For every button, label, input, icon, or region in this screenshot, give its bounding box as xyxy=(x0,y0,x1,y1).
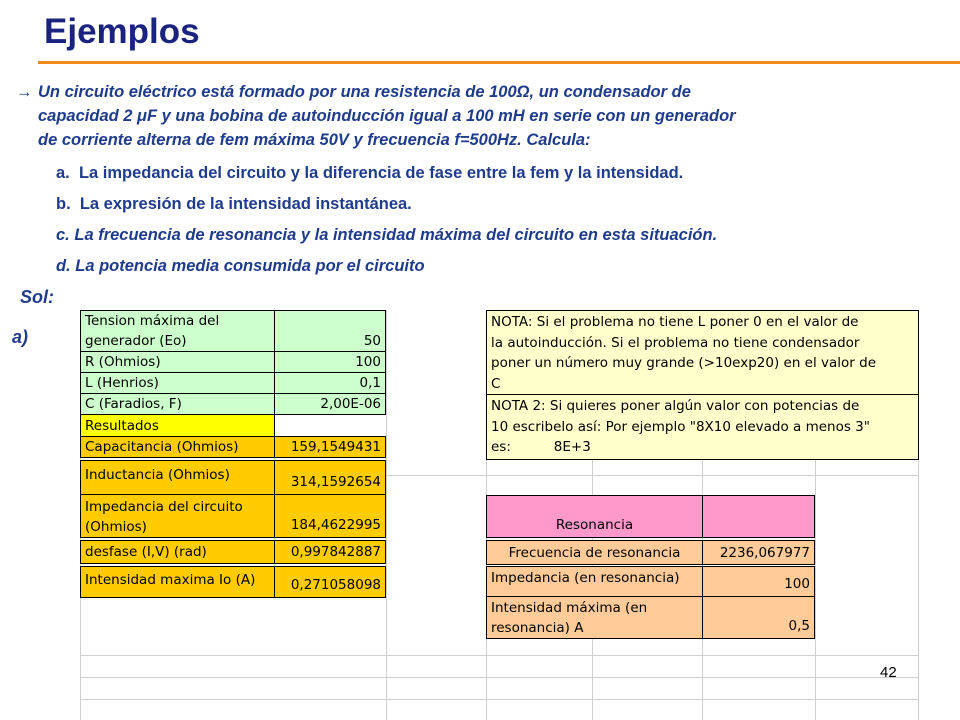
question-label: c. xyxy=(56,226,70,244)
intensidad-resonancia-value-cell xyxy=(702,596,815,639)
results-header-cell xyxy=(80,414,275,437)
note-line: NOTA: Si el problema no tiene L poner 0 en el valor de xyxy=(491,314,859,330)
r-value-cell[interactable]: 100 xyxy=(274,351,386,373)
c-label-cell: C (Faradios, F) xyxy=(80,393,275,415)
capacitancia-label-cell: Capacitancia (Ohmios) xyxy=(80,436,275,458)
impedancia-resonancia-value-cell xyxy=(702,566,815,597)
cell-text: 2236,067977 xyxy=(719,544,810,561)
intensidad-value-cell xyxy=(274,566,386,598)
note-line: NOTA 2: Si quieres poner algún valor con potencias de xyxy=(491,398,860,414)
inductancia-label-cell: Inductancia (Ohmios) xyxy=(80,460,275,495)
inductancia-value-cell xyxy=(274,460,386,495)
desfase-label-cell xyxy=(80,540,275,564)
impedancia-label-cell xyxy=(80,494,275,538)
desfase-value-cell xyxy=(274,540,386,564)
note-line: 10 escribelo así: Por ejemplo "8X10 elevado a menos 3" xyxy=(491,418,870,435)
cell-text: 184,4622995 xyxy=(290,517,381,533)
page-number: 42 xyxy=(880,664,897,681)
cell-text: (Ohmios) xyxy=(85,519,147,535)
page-title: Ejemplos xyxy=(44,12,200,51)
cell-text: Frecuencia de resonancia xyxy=(508,544,681,561)
l-value-cell[interactable]: 0,1 xyxy=(274,372,386,394)
r-label-cell: R (Ohmios) xyxy=(80,351,275,373)
statement-line: capacidad 2 μF y una bobina de autoinducción igual a 100 mH en serie con un generador xyxy=(38,107,736,125)
c-value-cell[interactable]: 2,00E-06 xyxy=(274,393,386,415)
intensidad-label-cell: Intensidad maxima Io (A) xyxy=(80,566,275,598)
question-label: a. xyxy=(56,164,70,182)
resonancia-header-cell xyxy=(486,495,703,538)
cell-text: Tension máxima del xyxy=(85,313,220,329)
note-line: C xyxy=(491,375,501,392)
cell-text: 0,997842887 xyxy=(290,544,381,560)
question-label: d. xyxy=(56,257,71,275)
question-text: La frecuencia de resonancia y la intensidad máxima del circuito en esta situación. xyxy=(74,226,718,244)
arrow-bullet-icon: → xyxy=(16,83,33,101)
part-a-label: a) xyxy=(12,327,29,347)
cell-text: desfase (I,V) (rad) xyxy=(85,544,207,560)
intensidad-resonancia-label-cell xyxy=(486,596,703,639)
cell-text: Impedancia del circuito xyxy=(85,499,243,515)
frecuencia-resonancia-value-cell xyxy=(702,540,815,565)
statement-line: Un circuito eléctrico está formado por una resistencia de 100Ω, un condensador de xyxy=(38,83,691,101)
impedancia-resonancia-label-cell: Impedancia (en resonancia) xyxy=(486,566,703,597)
note-line: poner un número muy grande (>10exp20) en el valor de xyxy=(491,355,877,371)
question-text: La potencia media consumida por el circuito xyxy=(75,257,425,275)
question-label: b. xyxy=(56,195,71,213)
cell-text: resonancia) A xyxy=(491,620,584,636)
nota-1-box xyxy=(486,310,919,395)
note-line: la autoinducción. Si el problema no tiene condensador xyxy=(491,334,860,351)
capacitancia-value-cell: 159,1549431 xyxy=(274,436,386,458)
question-text: La expresión de la intensidad instantánea. xyxy=(79,195,412,213)
cell-text: Resultados xyxy=(85,418,159,434)
frecuencia-resonancia-label-cell xyxy=(486,540,703,565)
tension-label-cell xyxy=(80,310,275,352)
cell-text: 314,1592654 xyxy=(290,474,381,490)
cell-text: Intensidad máxima (en xyxy=(491,600,648,616)
l-label-cell: L (Henrios) xyxy=(80,372,275,394)
question-text: La impedancia del circuito y la diferencia de fase entre la fem y la intensidad. xyxy=(78,164,684,182)
cell-text: 0,5 xyxy=(788,618,810,634)
cell-text: 50 xyxy=(363,333,381,349)
tension-value-cell[interactable] xyxy=(274,310,386,352)
cell-text: Resonancia xyxy=(555,517,634,533)
nota-2-box xyxy=(486,394,919,460)
impedancia-value-cell xyxy=(274,494,386,538)
solution-label: Sol: xyxy=(20,287,54,307)
cell-text: 0,271058098 xyxy=(290,577,381,593)
cell-text: 100 xyxy=(784,576,810,592)
cell-text: generador (Eo) xyxy=(85,333,187,349)
statement-line: de corriente alterna de fem máxima 50V y frecuencia f=500Hz. Calcula: xyxy=(38,131,591,149)
resonancia-header-blank-cell xyxy=(702,495,815,538)
note-line: es: 8E+3 xyxy=(491,439,591,455)
